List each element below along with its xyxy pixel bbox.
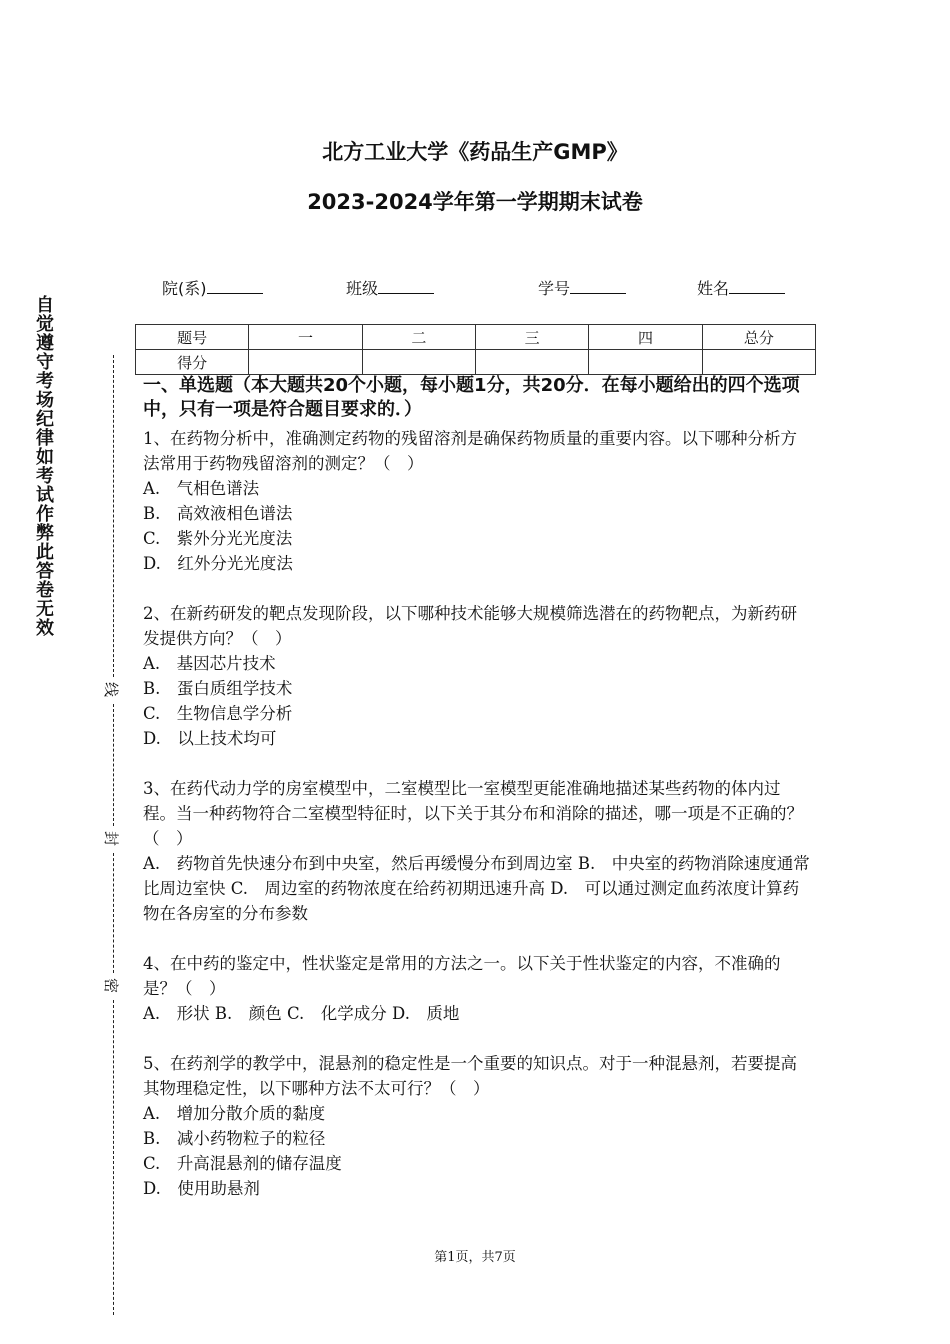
score-table xyxy=(135,324,816,375)
table-cell: 二 xyxy=(362,325,475,350)
binding-line xyxy=(113,355,114,677)
question-stem: 2、在新药研发的靶点发现阶段，以下哪种技术能够大规模筛选潜在的药物靶点，为新药研发提供方向？（ ） xyxy=(143,604,797,648)
option: B. 高效液相色谱法 xyxy=(143,504,293,523)
option: C. 紫外分光光度法 xyxy=(143,529,293,548)
field-label: 学号 xyxy=(538,279,571,298)
option: D. 以上技术均可 xyxy=(143,729,277,748)
binding-line xyxy=(113,704,114,826)
question-3 xyxy=(143,776,813,926)
side-notice: 自觉遵守考场纪律如考试作弊此答卷无效 xyxy=(36,295,54,639)
score-cell xyxy=(475,350,588,375)
table-cell: 得分 xyxy=(136,350,249,375)
table-cell: 题号 xyxy=(136,325,249,350)
score-cell xyxy=(249,350,362,375)
option: B. 蛋白质组学技术 xyxy=(143,679,293,698)
table-cell: 三 xyxy=(475,325,588,350)
binding-line xyxy=(113,853,114,973)
question-5 xyxy=(143,1051,813,1201)
option: A. 药物首先快速分布到中央室，然后再缓慢分布到周边室 B. 中央室的药物消除速度通常比周边室快 C. 周边室的药物浓度在给药初期迅速升高 D. 可以通过测定血药浓度计算药物在各房室的分布参数 xyxy=(143,854,810,923)
option: A. 形状 B. 颜色 C. 化学成分 D. 质地 xyxy=(143,1004,460,1023)
exam-title-line2: 2023-2024学年第一学期期末试卷 xyxy=(307,190,643,214)
question-stem: 4、在中药的鉴定中，性状鉴定是常用的方法之一。以下关于性状鉴定的内容，不准确的是？（ ） xyxy=(143,954,781,998)
field-name[interactable] xyxy=(697,276,785,299)
option: C. 生物信息学分析 xyxy=(143,704,293,723)
option: A. 气相色谱法 xyxy=(143,479,260,498)
question-4 xyxy=(143,951,813,1026)
table-row xyxy=(136,350,816,375)
question-stem: 5、在药剂学的教学中，混悬剂的稳定性是一个重要的知识点。对于一种混悬剂，若要提高其物理稳定性，以下哪种方法不太可行？（ ） xyxy=(143,1054,797,1098)
score-cell xyxy=(702,350,815,375)
table-header-row xyxy=(136,325,816,350)
field-department[interactable] xyxy=(162,276,263,299)
table-cell: 总分 xyxy=(702,325,815,350)
field-student-id[interactable] xyxy=(538,276,626,299)
seal-mark-secret: 密 xyxy=(102,977,121,994)
table-cell: 一 xyxy=(249,325,362,350)
question-stem: 3、在药代动力学的房室模型中，二室模型比一室模型更能准确地描述某些药物的体内过程。当一种药物符合二室模型特征时，以下关于其分布和消除的描述，哪一项是不正确的？（ ） xyxy=(143,779,803,848)
score-cell xyxy=(589,350,702,375)
field-label: 院(系) xyxy=(162,279,207,298)
question-1 xyxy=(143,426,813,576)
option: A. 增加分散介质的黏度 xyxy=(143,1104,326,1123)
exam-title-line1: 北方工业大学《药品生产GMP》 xyxy=(322,140,628,164)
field-label: 班级 xyxy=(346,279,379,298)
field-class[interactable] xyxy=(346,276,434,299)
seal-mark-seal: 封 xyxy=(102,830,121,847)
option: D. 使用助悬剂 xyxy=(143,1179,260,1198)
exam-content xyxy=(143,374,813,1226)
option: C. 升高混悬剂的储存温度 xyxy=(143,1154,342,1173)
option: D. 红外分光光度法 xyxy=(143,554,293,573)
option: A. 基因芯片技术 xyxy=(143,654,276,673)
binding-line xyxy=(113,1000,114,1315)
score-cell xyxy=(362,350,475,375)
section-heading: 一、单选题（本大题共20个小题，每小题1分，共20分．在每小题给出的四个选项中，只有一项是符合题目要求的．） xyxy=(143,375,800,420)
seal-mark-line: 线 xyxy=(102,681,121,698)
page-footer: 第1页，共7页 xyxy=(434,1250,516,1265)
option: B. 减小药物粒子的粒径 xyxy=(143,1129,326,1148)
question-2 xyxy=(143,601,813,751)
table-cell: 四 xyxy=(589,325,702,350)
field-label: 姓名 xyxy=(697,279,730,298)
question-stem: 1、在药物分析中，准确测定药物的残留溶剂是确保药物质量的重要内容。以下哪种分析方法常用于药物残留溶剂的测定？（ ） xyxy=(143,429,797,473)
